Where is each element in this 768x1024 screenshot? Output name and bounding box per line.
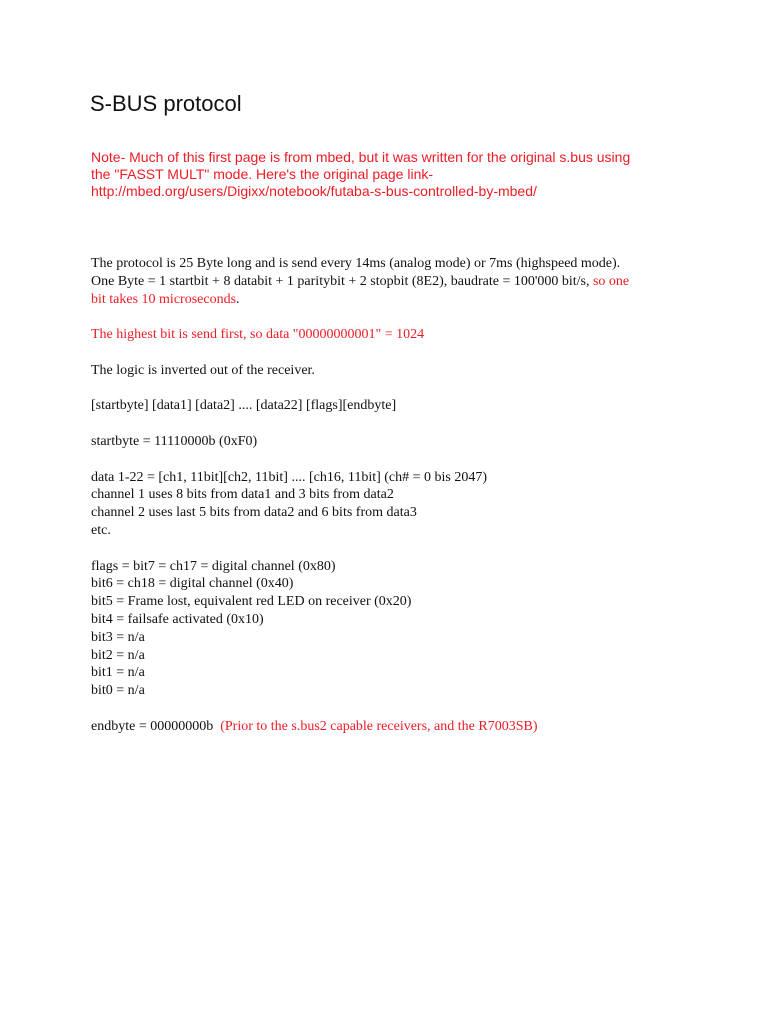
data-line-2: channel 1 uses 8 bits from data1 and 3 bits from data2 [91,487,394,503]
data-line-3: channel 2 uses last 5 bits from data2 and 6 bits from data3 [91,505,417,521]
flags-line: bit6 = ch18 = digital channel (0x40) [91,576,294,592]
flags-line: bit1 = n/a [91,665,145,681]
frame-structure-line: [startbyte] [data1] [data2] .... [data22] [flags][endbyte] [91,398,397,414]
flags-line: bit5 = Frame lost, equivalent red LED on receiver (0x20) [91,594,412,610]
flags-line: flags = bit7 = ch17 = digital channel (0x80) [91,558,336,574]
logic-line: The logic is inverted out of the receiver. [91,362,315,378]
note-link[interactable]: http://mbed.org/users/Digixx/notebook/futaba-s-bus-controlled-by-mbed/ [91,183,537,199]
intro-line-3-highlight: bit takes 10 microseconds [91,291,237,307]
data-line-1: data 1-22 = [ch1, 11bit][ch2, 11bit] .... [ch16, 11bit] (ch# = 0 bis 2047) [91,469,488,485]
data-line-4: etc. [91,522,111,538]
paragraph-gap [91,451,731,469]
intro-line-2-highlight: so one [592,273,630,289]
intro-line-3 [91,291,731,309]
flags-line: bit2 = n/a [91,647,145,663]
paragraph-gap [91,308,731,326]
note-paragraph [91,149,731,200]
paragraph-gap [91,700,731,718]
endbyte-text: endbyte = 00000000b [91,718,221,734]
flags-line: bit0 = n/a [91,683,145,699]
highest-bit-line: The highest bit is send first, so data "00000000001" = 1024 [91,327,425,343]
page-title: S-BUS protocol [90,91,242,116]
flags-line: bit4 = failsafe activated (0x10) [91,611,264,627]
intro-line-1: The protocol is 25 Byte long and is send every 14ms (analog mode) or 7ms (highspeed mode). [91,256,621,271]
flags-line: bit3 = n/a [91,629,145,645]
endbyte-line [91,718,731,736]
startbyte-line: startbyte = 11110000b (0xF0) [91,433,258,449]
paragraph-gap [91,344,731,362]
note-line-1: Note- Much of this first page is from mbed, but it was written for the original s.bus using [91,149,631,165]
intro-line-2-text: One Byte = 1 startbit + 8 databit + 1 paritybit + 2 stopbit (8E2), baudrate = 100'000 bit/s, [91,273,593,289]
paragraph-gap [91,415,731,433]
intro-line-2 [91,273,731,291]
paragraph-gap [91,380,731,398]
protocol-body [91,255,731,736]
endbyte-note: (Prior to the s.bus2 capable receivers, and the R7003SB) [220,718,538,734]
note-line-2: the "FASST MULT" mode. Here's the original page link- [91,166,434,182]
paragraph-gap [91,540,731,558]
intro-line-3-period: . [236,291,240,307]
